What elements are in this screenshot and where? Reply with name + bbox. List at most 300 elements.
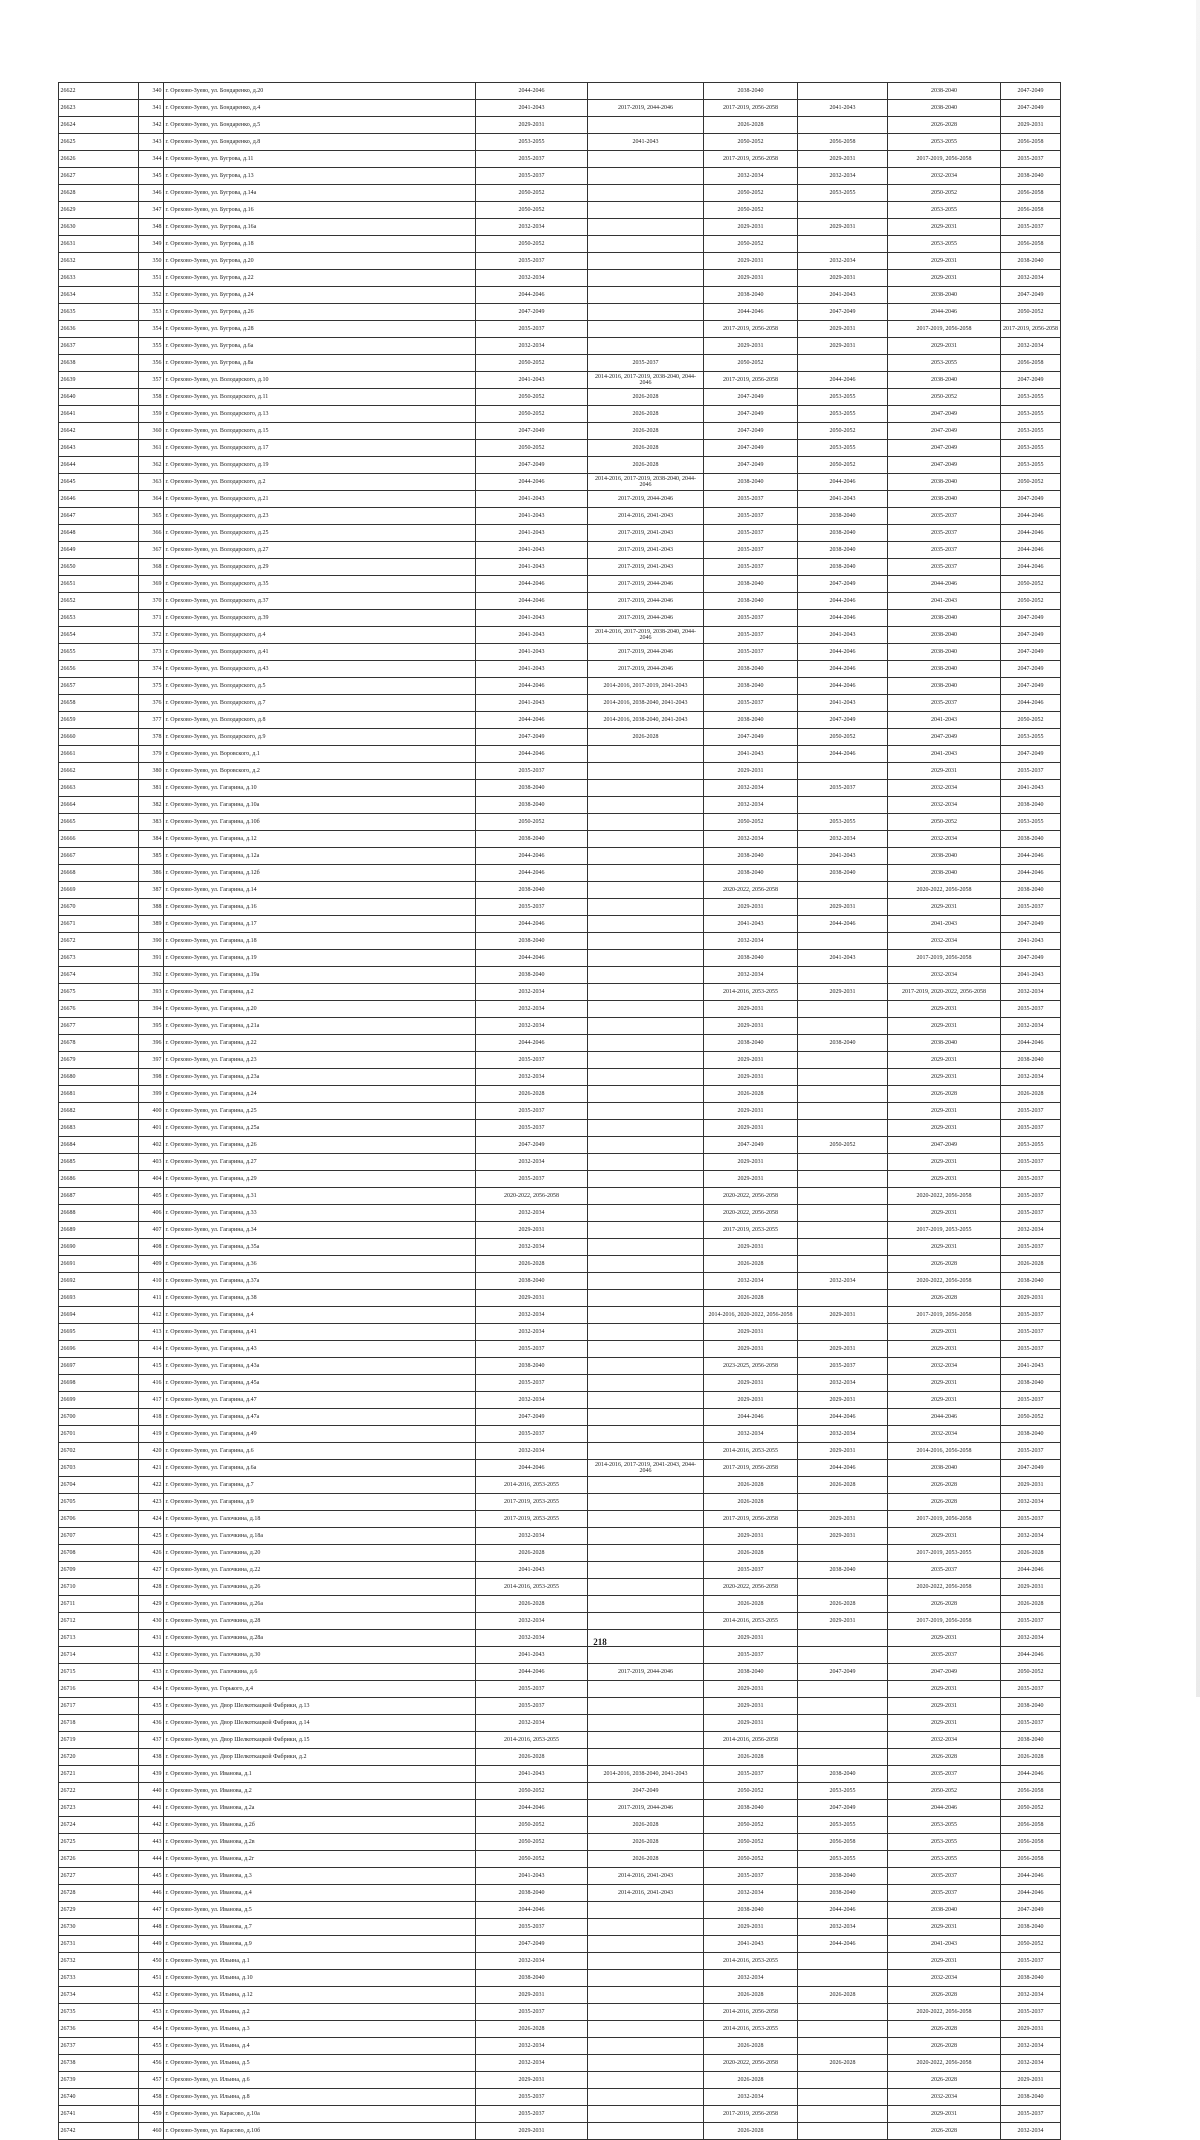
item-number-cell: 387 — [139, 882, 164, 899]
address-cell: г. Орехово-Зуево, ул. Гагарина, д.25 — [164, 1103, 476, 1120]
period-cell-2: 2014-2016, 2038-2040, 2041-2043 — [588, 695, 704, 712]
period-cell-3: 2029-2031 — [704, 1239, 798, 1256]
item-number-cell: 454 — [139, 2021, 164, 2038]
period-cell-2 — [588, 746, 704, 763]
address-cell: г. Орехово-Зуево, ул. Ильина, д.12 — [164, 1987, 476, 2004]
period-cell-6: 2041-2043 — [1001, 933, 1061, 950]
period-cell-6: 2044-2046 — [1001, 1885, 1061, 1902]
period-cell-3: 2026-2028 — [704, 1477, 798, 1494]
item-number-cell: 359 — [139, 406, 164, 423]
period-cell-6: 2029-2031 — [1001, 2021, 1061, 2038]
period-cell-5: 2017-2019, 2056-2058 — [888, 1613, 1001, 1630]
period-cell-5: 2032-2034 — [888, 168, 1001, 185]
period-cell-3: 2038-2040 — [704, 1035, 798, 1052]
period-cell-4 — [798, 236, 888, 253]
period-cell-5: 2029-2031 — [888, 2106, 1001, 2123]
period-cell-6: 2047-2049 — [1001, 491, 1061, 508]
period-cell-2: 2017-2019, 2044-2046 — [588, 100, 704, 117]
table-row — [59, 1222, 1061, 1239]
address-cell: г. Орехово-Зуево, ул. Бугрова, д.16а — [164, 219, 476, 236]
item-number-cell: 445 — [139, 1868, 164, 1885]
period-cell-2 — [588, 83, 704, 100]
period-cell-4 — [798, 1001, 888, 1018]
table-row — [59, 1086, 1061, 1103]
item-number-cell: 424 — [139, 1511, 164, 1528]
period-cell-5: 2044-2046 — [888, 304, 1001, 321]
period-cell-3: 2038-2040 — [704, 661, 798, 678]
period-cell-4: 2041-2043 — [798, 695, 888, 712]
period-cell-5: 2053-2055 — [888, 236, 1001, 253]
item-number-cell: 447 — [139, 1902, 164, 1919]
period-cell-4: 2032-2034 — [798, 831, 888, 848]
period-cell-4: 2038-2040 — [798, 559, 888, 576]
address-cell: г. Орехово-Зуево, ул. Иванова, д.5 — [164, 1902, 476, 1919]
item-number-cell: 364 — [139, 491, 164, 508]
period-cell-2 — [588, 780, 704, 797]
table-row — [59, 627, 1061, 644]
period-cell-6: 2056-2058 — [1001, 1851, 1061, 1868]
address-cell: г. Орехово-Зуево, ул. Галочкина, д.28а — [164, 1630, 476, 1647]
period-cell-6: 2044-2046 — [1001, 865, 1061, 882]
period-cell-6: 2032-2034 — [1001, 2038, 1061, 2055]
period-cell-6: 2038-2040 — [1001, 2089, 1061, 2106]
period-cell-1: 2050-2052 — [476, 1851, 588, 1868]
record-number-cell: 26714 — [59, 1647, 139, 1664]
record-number-cell: 26735 — [59, 2004, 139, 2021]
period-cell-6: 2035-2037 — [1001, 1120, 1061, 1137]
period-cell-1: 2029-2031 — [476, 1987, 588, 2004]
period-cell-1: 2032-2034 — [476, 984, 588, 1001]
address-cell: г. Орехово-Зуево, ул. Бугрова, д.8а — [164, 355, 476, 372]
item-number-cell: 352 — [139, 287, 164, 304]
period-cell-3: 2038-2040 — [704, 848, 798, 865]
item-number-cell: 430 — [139, 1613, 164, 1630]
record-number-cell: 26697 — [59, 1358, 139, 1375]
period-cell-3: 2014-2016, 2053-2055 — [704, 1953, 798, 1970]
record-number-cell: 26629 — [59, 202, 139, 219]
table-row — [59, 1018, 1061, 1035]
address-cell: г. Орехово-Зуево, ул. Володарского, д.9 — [164, 729, 476, 746]
record-number-cell: 26728 — [59, 1885, 139, 1902]
address-cell: г. Орехово-Зуево, ул. Володарского, д.29 — [164, 559, 476, 576]
record-number-cell: 26702 — [59, 1443, 139, 1460]
address-cell: г. Орехово-Зуево, ул. Иванова, д.2г — [164, 1851, 476, 1868]
item-number-cell: 392 — [139, 967, 164, 984]
period-cell-1: 2038-2040 — [476, 882, 588, 899]
period-cell-1: 2035-2037 — [476, 1103, 588, 1120]
period-cell-1: 2038-2040 — [476, 967, 588, 984]
period-cell-1: 2017-2019, 2053-2055 — [476, 1494, 588, 1511]
period-cell-3: 2038-2040 — [704, 576, 798, 593]
address-cell: г. Орехово-Зуево, ул. Гагарина, д.29 — [164, 1171, 476, 1188]
address-cell: г. Орехово-Зуево, ул. Бугрова, д.6а — [164, 338, 476, 355]
period-cell-1: 2050-2052 — [476, 814, 588, 831]
period-cell-4: 2053-2055 — [798, 185, 888, 202]
period-cell-4: 2053-2055 — [798, 406, 888, 423]
period-cell-1: 2029-2031 — [476, 1290, 588, 1307]
period-cell-6: 2050-2052 — [1001, 1800, 1061, 1817]
table-row — [59, 1834, 1061, 1851]
record-number-cell: 26664 — [59, 797, 139, 814]
period-cell-3: 2029-2031 — [704, 899, 798, 916]
item-number-cell: 439 — [139, 1766, 164, 1783]
period-cell-4: 2044-2046 — [798, 661, 888, 678]
period-cell-5: 2041-2043 — [888, 916, 1001, 933]
period-cell-5: 2017-2019, 2020-2022, 2056-2058 — [888, 984, 1001, 1001]
table-row — [59, 1409, 1061, 1426]
period-cell-6: 2029-2031 — [1001, 1477, 1061, 1494]
period-cell-5: 2029-2031 — [888, 1528, 1001, 1545]
period-cell-6: 2047-2049 — [1001, 627, 1061, 644]
period-cell-2 — [588, 865, 704, 882]
period-cell-4: 2041-2043 — [798, 100, 888, 117]
period-cell-1: 2035-2037 — [476, 1341, 588, 1358]
period-cell-3: 2047-2049 — [704, 457, 798, 474]
period-cell-2 — [588, 1426, 704, 1443]
period-cell-6: 2047-2049 — [1001, 287, 1061, 304]
period-cell-2 — [588, 321, 704, 338]
period-cell-6: 2038-2040 — [1001, 1732, 1061, 1749]
period-cell-4 — [798, 882, 888, 899]
period-cell-1: 2032-2034 — [476, 1154, 588, 1171]
record-number-cell: 26681 — [59, 1086, 139, 1103]
table-row — [59, 236, 1061, 253]
period-cell-5: 2029-2031 — [888, 763, 1001, 780]
table-row — [59, 848, 1061, 865]
record-number-cell: 26639 — [59, 372, 139, 389]
period-cell-2: 2017-2019, 2044-2046 — [588, 610, 704, 627]
period-cell-3: 2035-2037 — [704, 542, 798, 559]
table-row — [59, 1052, 1061, 1069]
period-cell-4 — [798, 1018, 888, 1035]
period-cell-4: 2038-2040 — [798, 525, 888, 542]
item-number-cell: 438 — [139, 1749, 164, 1766]
table-row — [59, 1324, 1061, 1341]
period-cell-3: 2038-2040 — [704, 678, 798, 695]
period-cell-4: 2038-2040 — [798, 1562, 888, 1579]
period-cell-5: 2029-2031 — [888, 1120, 1001, 1137]
record-number-cell: 26733 — [59, 1970, 139, 1987]
period-cell-6: 2032-2034 — [1001, 1018, 1061, 1035]
table-row — [59, 1137, 1061, 1154]
period-cell-4: 2053-2055 — [798, 440, 888, 457]
period-cell-1: 2038-2040 — [476, 1358, 588, 1375]
table-row — [59, 287, 1061, 304]
period-cell-4 — [798, 1290, 888, 1307]
period-cell-1: 2041-2043 — [476, 525, 588, 542]
period-cell-1: 2032-2034 — [476, 1307, 588, 1324]
period-cell-5: 2038-2040 — [888, 865, 1001, 882]
period-cell-3: 2017-2019, 2056-2058 — [704, 100, 798, 117]
item-number-cell: 433 — [139, 1664, 164, 1681]
item-number-cell: 355 — [139, 338, 164, 355]
period-cell-6: 2044-2046 — [1001, 542, 1061, 559]
period-cell-4: 2032-2034 — [798, 253, 888, 270]
item-number-cell: 350 — [139, 253, 164, 270]
period-cell-2 — [588, 1494, 704, 1511]
address-cell: г. Орехово-Зуево, ул. Гагарина, д.24 — [164, 1086, 476, 1103]
period-cell-2 — [588, 2123, 704, 2140]
period-cell-3: 2038-2040 — [704, 1664, 798, 1681]
table-row — [59, 1307, 1061, 1324]
period-cell-5: 2032-2034 — [888, 1358, 1001, 1375]
item-number-cell: 395 — [139, 1018, 164, 1035]
period-cell-3: 2047-2049 — [704, 729, 798, 746]
period-cell-4: 2038-2040 — [798, 1035, 888, 1052]
period-cell-6: 2050-2052 — [1001, 712, 1061, 729]
period-cell-4 — [798, 83, 888, 100]
record-number-cell: 26684 — [59, 1137, 139, 1154]
address-cell: г. Орехово-Зуево, ул. Гагарина, д.22 — [164, 1035, 476, 1052]
period-cell-5: 2053-2055 — [888, 134, 1001, 151]
period-cell-2: 2017-2019, 2041-2043 — [588, 559, 704, 576]
address-cell: г. Орехово-Зуево, ул. Гагарина, д.47а — [164, 1409, 476, 1426]
period-cell-1: 2032-2034 — [476, 1528, 588, 1545]
period-cell-6: 2032-2034 — [1001, 1630, 1061, 1647]
item-number-cell: 346 — [139, 185, 164, 202]
period-cell-1: 2041-2043 — [476, 1868, 588, 1885]
period-cell-1: 2041-2043 — [476, 695, 588, 712]
period-cell-5: 2038-2040 — [888, 474, 1001, 491]
table-row — [59, 1613, 1061, 1630]
period-cell-2: 2017-2019, 2044-2046 — [588, 644, 704, 661]
record-number-cell: 26720 — [59, 1749, 139, 1766]
period-cell-3: 2032-2034 — [704, 2089, 798, 2106]
record-number-cell: 26636 — [59, 321, 139, 338]
period-cell-2 — [588, 253, 704, 270]
period-cell-3: 2029-2031 — [704, 270, 798, 287]
period-cell-3: 2032-2034 — [704, 1970, 798, 1987]
period-cell-5: 2032-2034 — [888, 1732, 1001, 1749]
table-row — [59, 1375, 1061, 1392]
period-cell-3: 2026-2028 — [704, 117, 798, 134]
item-number-cell: 353 — [139, 304, 164, 321]
period-cell-4: 2044-2046 — [798, 678, 888, 695]
period-cell-6: 2038-2040 — [1001, 1052, 1061, 1069]
item-number-cell: 422 — [139, 1477, 164, 1494]
item-number-cell: 360 — [139, 423, 164, 440]
period-cell-1: 2041-2043 — [476, 100, 588, 117]
period-cell-2 — [588, 831, 704, 848]
period-cell-6: 2044-2046 — [1001, 1035, 1061, 1052]
period-cell-4: 2026-2028 — [798, 1987, 888, 2004]
item-number-cell: 342 — [139, 117, 164, 134]
period-cell-4: 2038-2040 — [798, 542, 888, 559]
address-cell: г. Орехово-Зуево, ул. Гагарина, д.4 — [164, 1307, 476, 1324]
period-cell-5: 2026-2028 — [888, 2038, 1001, 2055]
record-number-cell: 26709 — [59, 1562, 139, 1579]
address-cell: г. Орехово-Зуево, ул. Бугрова, д.13 — [164, 168, 476, 185]
period-cell-5: 2053-2055 — [888, 202, 1001, 219]
period-cell-5: 2026-2028 — [888, 1256, 1001, 1273]
period-cell-5: 2029-2031 — [888, 1953, 1001, 1970]
address-cell: г. Орехово-Зуево, ул. Володарского, д.10 — [164, 372, 476, 389]
item-number-cell: 347 — [139, 202, 164, 219]
period-cell-1: 2044-2046 — [476, 1902, 588, 1919]
period-cell-3: 2029-2031 — [704, 1001, 798, 1018]
period-cell-6: 2044-2046 — [1001, 1868, 1061, 1885]
address-cell: г. Орехово-Зуево, ул. Гагарина, д.45а — [164, 1375, 476, 1392]
period-cell-4: 2032-2034 — [798, 1919, 888, 1936]
item-number-cell: 413 — [139, 1324, 164, 1341]
address-cell: г. Орехово-Зуево, ул. Карасово, д.10а — [164, 2106, 476, 2123]
record-number-cell: 26711 — [59, 1596, 139, 1613]
period-cell-3: 2038-2040 — [704, 83, 798, 100]
period-cell-4: 2038-2040 — [798, 508, 888, 525]
period-cell-5: 2026-2028 — [888, 2021, 1001, 2038]
period-cell-6: 2038-2040 — [1001, 1970, 1061, 1987]
table-row — [59, 1460, 1061, 1477]
period-cell-4 — [798, 1256, 888, 1273]
record-number-cell: 26627 — [59, 168, 139, 185]
address-cell: г. Орехово-Зуево, ул. Бугрова, д.18 — [164, 236, 476, 253]
table-row — [59, 338, 1061, 355]
address-cell: г. Орехово-Зуево, ул. Бугрова, д.24 — [164, 287, 476, 304]
period-cell-3: 2050-2052 — [704, 134, 798, 151]
period-cell-5: 2032-2034 — [888, 967, 1001, 984]
period-cell-2: 2026-2028 — [588, 457, 704, 474]
record-number-cell: 26716 — [59, 1681, 139, 1698]
period-cell-3: 2047-2049 — [704, 423, 798, 440]
period-cell-6: 2047-2049 — [1001, 644, 1061, 661]
period-cell-5: 2032-2034 — [888, 831, 1001, 848]
period-cell-1: 2035-2037 — [476, 899, 588, 916]
address-cell: г. Орехово-Зуево, ул. Бугрова, д.28 — [164, 321, 476, 338]
address-cell: г. Орехово-Зуево, ул. Бугрова, д.20 — [164, 253, 476, 270]
period-cell-5: 2035-2037 — [888, 1562, 1001, 1579]
period-cell-6: 2056-2058 — [1001, 185, 1061, 202]
period-cell-6: 2035-2037 — [1001, 1511, 1061, 1528]
item-number-cell: 405 — [139, 1188, 164, 1205]
period-cell-3: 2029-2031 — [704, 1630, 798, 1647]
period-cell-5: 2029-2031 — [888, 1052, 1001, 1069]
period-cell-6: 2035-2037 — [1001, 2106, 1061, 2123]
period-cell-5: 2020-2022, 2056-2058 — [888, 1579, 1001, 1596]
period-cell-1: 2041-2043 — [476, 542, 588, 559]
period-cell-1: 2035-2037 — [476, 763, 588, 780]
period-cell-2: 2026-2028 — [588, 406, 704, 423]
period-cell-6: 2038-2040 — [1001, 168, 1061, 185]
item-number-cell: 452 — [139, 1987, 164, 2004]
period-cell-5: 2050-2052 — [888, 814, 1001, 831]
period-cell-1: 2035-2037 — [476, 2106, 588, 2123]
item-number-cell: 414 — [139, 1341, 164, 1358]
table-row — [59, 2072, 1061, 2089]
period-cell-1: 2026-2028 — [476, 1545, 588, 1562]
record-number-cell: 26665 — [59, 814, 139, 831]
period-cell-5: 2032-2034 — [888, 1970, 1001, 1987]
item-number-cell: 384 — [139, 831, 164, 848]
period-cell-6: 2038-2040 — [1001, 1919, 1061, 1936]
period-cell-5: 2038-2040 — [888, 100, 1001, 117]
record-number-cell: 26724 — [59, 1817, 139, 1834]
period-cell-5: 2035-2037 — [888, 695, 1001, 712]
period-cell-3: 2050-2052 — [704, 814, 798, 831]
record-number-cell: 26643 — [59, 440, 139, 457]
period-cell-2 — [588, 1698, 704, 1715]
record-number-cell: 26656 — [59, 661, 139, 678]
period-cell-1: 2041-2043 — [476, 1647, 588, 1664]
item-number-cell: 436 — [139, 1715, 164, 1732]
period-cell-1: 2029-2031 — [476, 2072, 588, 2089]
table-row — [59, 1120, 1061, 1137]
period-cell-1: 2050-2052 — [476, 406, 588, 423]
record-number-cell: 26662 — [59, 763, 139, 780]
period-cell-2 — [588, 1392, 704, 1409]
address-cell: г. Орехово-Зуево, ул. Володарского, д.35 — [164, 576, 476, 593]
record-number-cell: 26682 — [59, 1103, 139, 1120]
item-number-cell: 349 — [139, 236, 164, 253]
period-cell-3: 2029-2031 — [704, 253, 798, 270]
record-number-cell: 26641 — [59, 406, 139, 423]
period-cell-4: 2044-2046 — [798, 1460, 888, 1477]
item-number-cell: 420 — [139, 1443, 164, 1460]
period-cell-1: 2044-2046 — [476, 746, 588, 763]
item-number-cell: 396 — [139, 1035, 164, 1052]
period-cell-2 — [588, 1375, 704, 1392]
period-cell-3: 2035-2037 — [704, 627, 798, 644]
item-number-cell: 356 — [139, 355, 164, 372]
item-number-cell: 450 — [139, 1953, 164, 1970]
period-cell-4 — [798, 797, 888, 814]
address-cell: г. Орехово-Зуево, ул. Гагарина, д.12б — [164, 865, 476, 882]
period-cell-2 — [588, 2106, 704, 2123]
period-cell-5: 2038-2040 — [888, 83, 1001, 100]
period-cell-2 — [588, 1324, 704, 1341]
period-cell-1: 2029-2031 — [476, 2123, 588, 2140]
record-number-cell: 26632 — [59, 253, 139, 270]
table-row — [59, 1970, 1061, 1987]
item-number-cell: 425 — [139, 1528, 164, 1545]
record-number-cell: 26722 — [59, 1783, 139, 1800]
period-cell-5: 2038-2040 — [888, 678, 1001, 695]
period-cell-6: 2035-2037 — [1001, 1324, 1061, 1341]
table-row — [59, 1103, 1061, 1120]
period-cell-2 — [588, 1307, 704, 1324]
period-cell-2 — [588, 1579, 704, 1596]
item-number-cell: 372 — [139, 627, 164, 644]
register-sheet — [58, 82, 1060, 2140]
item-number-cell: 442 — [139, 1817, 164, 1834]
period-cell-5: 2038-2040 — [888, 1902, 1001, 1919]
address-cell: г. Орехово-Зуево, ул. Гагарина, д.37а — [164, 1273, 476, 1290]
table-row — [59, 916, 1061, 933]
period-cell-4: 2026-2028 — [798, 2055, 888, 2072]
period-cell-1: 2026-2028 — [476, 1749, 588, 1766]
record-number-cell: 26648 — [59, 525, 139, 542]
address-cell: г. Орехово-Зуево, ул. Ильина, д.2 — [164, 2004, 476, 2021]
period-cell-2 — [588, 1562, 704, 1579]
address-cell: г. Орехово-Зуево, ул. Иванова, д.4 — [164, 1885, 476, 1902]
item-number-cell: 459 — [139, 2106, 164, 2123]
period-cell-3: 2050-2052 — [704, 355, 798, 372]
period-cell-5: 2029-2031 — [888, 253, 1001, 270]
address-cell: г. Орехово-Зуево, ул. Галочкина, д.26а — [164, 1596, 476, 1613]
item-number-cell: 458 — [139, 2089, 164, 2106]
period-cell-1: 2044-2046 — [476, 287, 588, 304]
period-cell-4: 2029-2031 — [798, 1511, 888, 1528]
period-cell-6: 2026-2028 — [1001, 1086, 1061, 1103]
period-cell-2: 2026-2028 — [588, 423, 704, 440]
address-cell: г. Орехово-Зуево, ул. Ильина, д.3 — [164, 2021, 476, 2038]
period-cell-4: 2038-2040 — [798, 1868, 888, 1885]
period-cell-6: 2032-2034 — [1001, 1987, 1061, 2004]
record-number-cell: 26689 — [59, 1222, 139, 1239]
period-cell-6: 2035-2037 — [1001, 1188, 1061, 1205]
period-cell-1: 2044-2046 — [476, 83, 588, 100]
period-cell-1: 2038-2040 — [476, 780, 588, 797]
period-cell-3: 2026-2028 — [704, 1290, 798, 1307]
